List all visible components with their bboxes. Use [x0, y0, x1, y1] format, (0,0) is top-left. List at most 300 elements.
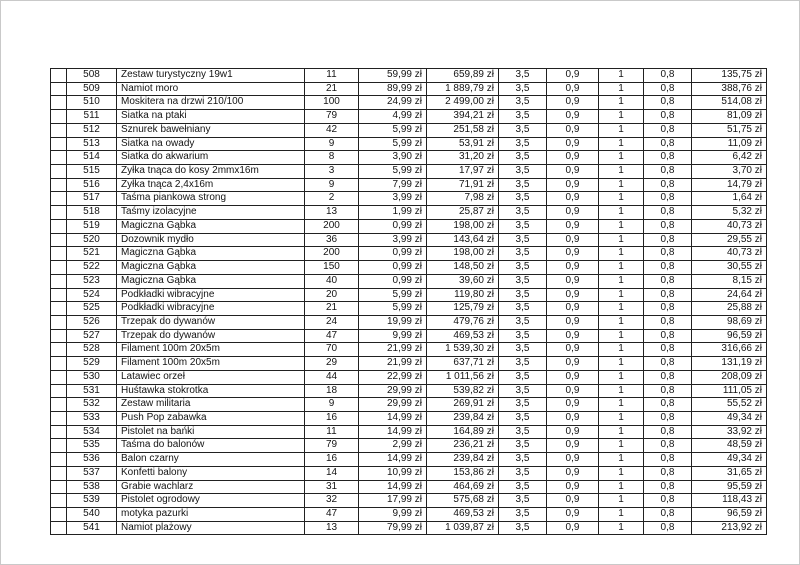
- row-spacer-cell: [51, 219, 67, 233]
- cell-id: 531: [67, 384, 117, 398]
- cell-unit-price: 14,99 zł: [359, 480, 427, 494]
- cell-factor-a: 3,5: [499, 508, 547, 522]
- cell-total-value: 1 011,56 zł: [427, 370, 499, 384]
- cell-quantity: 13: [305, 206, 359, 220]
- row-spacer-cell: [51, 151, 67, 165]
- cell-product-name: Magiczna Gąbka: [117, 219, 305, 233]
- cell-total-value: 119,80 zł: [427, 288, 499, 302]
- cell-factor-d: 0,8: [644, 480, 692, 494]
- cell-unit-price: 0,99 zł: [359, 261, 427, 275]
- table-row: [51, 192, 767, 206]
- row-spacer-cell: [51, 288, 67, 302]
- cell-factor-c: 1: [599, 411, 644, 425]
- row-spacer-cell: [51, 302, 67, 316]
- row-spacer-cell: [51, 165, 67, 179]
- cell-total-value: 236,21 zł: [427, 439, 499, 453]
- cell-unit-price: 7,99 zł: [359, 178, 427, 192]
- cell-total-value: 25,87 zł: [427, 206, 499, 220]
- cell-total-value: 2 499,00 zł: [427, 96, 499, 110]
- cell-id: 535: [67, 439, 117, 453]
- cell-factor-a: 3,5: [499, 151, 547, 165]
- cell-id: 509: [67, 82, 117, 96]
- cell-quantity: 36: [305, 233, 359, 247]
- cell-factor-a: 3,5: [499, 137, 547, 151]
- row-spacer-cell: [51, 247, 67, 261]
- cell-factor-a: 3,5: [499, 439, 547, 453]
- cell-unit-price: 89,99 zł: [359, 82, 427, 96]
- cell-factor-c: 1: [599, 453, 644, 467]
- cell-factor-c: 1: [599, 370, 644, 384]
- cell-factor-a: 3,5: [499, 521, 547, 535]
- cell-quantity: 11: [305, 69, 359, 83]
- cell-id: 536: [67, 453, 117, 467]
- cell-factor-a: 3,5: [499, 329, 547, 343]
- cell-factor-d: 0,8: [644, 329, 692, 343]
- table-row: [51, 370, 767, 384]
- cell-factor-d: 0,8: [644, 425, 692, 439]
- cell-id: 508: [67, 69, 117, 83]
- cell-factor-b: 0,9: [547, 69, 599, 83]
- cell-product-name: Zestaw turystyczny 19w1: [117, 69, 305, 83]
- cell-quantity: 150: [305, 261, 359, 275]
- row-spacer-cell: [51, 480, 67, 494]
- cell-id: 522: [67, 261, 117, 275]
- cell-factor-d: 0,8: [644, 192, 692, 206]
- cell-unit-price: 4,99 zł: [359, 110, 427, 124]
- cell-result-value: 24,64 zł: [692, 288, 767, 302]
- cell-factor-d: 0,8: [644, 233, 692, 247]
- cell-quantity: 200: [305, 219, 359, 233]
- cell-total-value: 153,86 zł: [427, 466, 499, 480]
- cell-unit-price: 59,99 zł: [359, 69, 427, 83]
- cell-factor-d: 0,8: [644, 178, 692, 192]
- cell-product-name: Żyłka tnąca 2,4x16m: [117, 178, 305, 192]
- cell-quantity: 18: [305, 384, 359, 398]
- cell-quantity: 2: [305, 192, 359, 206]
- cell-factor-a: 3,5: [499, 384, 547, 398]
- cell-factor-c: 1: [599, 494, 644, 508]
- cell-unit-price: 0,99 zł: [359, 219, 427, 233]
- cell-factor-b: 0,9: [547, 233, 599, 247]
- cell-total-value: 394,21 zł: [427, 110, 499, 124]
- cell-id: 517: [67, 192, 117, 206]
- cell-result-value: 96,59 zł: [692, 508, 767, 522]
- cell-factor-d: 0,8: [644, 82, 692, 96]
- cell-total-value: 164,89 zł: [427, 425, 499, 439]
- cell-id: 530: [67, 370, 117, 384]
- cell-unit-price: 14,99 zł: [359, 411, 427, 425]
- cell-factor-b: 0,9: [547, 343, 599, 357]
- cell-total-value: 469,53 zł: [427, 329, 499, 343]
- cell-factor-a: 3,5: [499, 274, 547, 288]
- table-row: [51, 274, 767, 288]
- cell-result-value: 111,05 zł: [692, 384, 767, 398]
- cell-id: 510: [67, 96, 117, 110]
- row-spacer-cell: [51, 370, 67, 384]
- row-spacer-cell: [51, 69, 67, 83]
- cell-factor-d: 0,8: [644, 165, 692, 179]
- cell-unit-price: 9,99 zł: [359, 508, 427, 522]
- row-spacer-cell: [51, 439, 67, 453]
- cell-result-value: 30,55 zł: [692, 261, 767, 275]
- cell-factor-a: 3,5: [499, 261, 547, 275]
- cell-factor-a: 3,5: [499, 219, 547, 233]
- cell-product-name: Namiot moro: [117, 82, 305, 96]
- cell-factor-d: 0,8: [644, 96, 692, 110]
- table-row: [51, 165, 767, 179]
- cell-factor-c: 1: [599, 466, 644, 480]
- cell-total-value: 269,91 zł: [427, 398, 499, 412]
- cell-factor-c: 1: [599, 480, 644, 494]
- cell-product-name: Latawiec orzeł: [117, 370, 305, 384]
- cell-quantity: 79: [305, 439, 359, 453]
- cell-factor-a: 3,5: [499, 206, 547, 220]
- cell-factor-a: 3,5: [499, 453, 547, 467]
- cell-total-value: 31,20 zł: [427, 151, 499, 165]
- cell-factor-d: 0,8: [644, 137, 692, 151]
- cell-factor-a: 3,5: [499, 411, 547, 425]
- cell-id: 512: [67, 123, 117, 137]
- cell-factor-b: 0,9: [547, 219, 599, 233]
- cell-factor-d: 0,8: [644, 439, 692, 453]
- cell-total-value: 464,69 zł: [427, 480, 499, 494]
- cell-factor-d: 0,8: [644, 274, 692, 288]
- table-row: [51, 494, 767, 508]
- cell-product-name: Pistolet na bańki: [117, 425, 305, 439]
- cell-product-name: Sznurek bawełniany: [117, 123, 305, 137]
- table-row: [51, 343, 767, 357]
- cell-total-value: 143,64 zł: [427, 233, 499, 247]
- cell-unit-price: 22,99 zł: [359, 370, 427, 384]
- cell-unit-price: 19,99 zł: [359, 315, 427, 329]
- cell-factor-b: 0,9: [547, 192, 599, 206]
- row-spacer-cell: [51, 137, 67, 151]
- cell-result-value: 33,92 zł: [692, 425, 767, 439]
- cell-total-value: 7,98 zł: [427, 192, 499, 206]
- cell-total-value: 198,00 zł: [427, 219, 499, 233]
- cell-factor-a: 3,5: [499, 165, 547, 179]
- cell-quantity: 21: [305, 82, 359, 96]
- cell-quantity: 79: [305, 110, 359, 124]
- cell-factor-b: 0,9: [547, 247, 599, 261]
- cell-result-value: 49,34 zł: [692, 411, 767, 425]
- cell-factor-d: 0,8: [644, 343, 692, 357]
- cell-factor-b: 0,9: [547, 302, 599, 316]
- cell-factor-b: 0,9: [547, 206, 599, 220]
- cell-factor-b: 0,9: [547, 521, 599, 535]
- cell-factor-d: 0,8: [644, 247, 692, 261]
- cell-product-name: Konfetti balony: [117, 466, 305, 480]
- table-row: [51, 411, 767, 425]
- cell-factor-b: 0,9: [547, 425, 599, 439]
- cell-factor-a: 3,5: [499, 494, 547, 508]
- row-spacer-cell: [51, 96, 67, 110]
- cell-factor-c: 1: [599, 178, 644, 192]
- cell-factor-d: 0,8: [644, 357, 692, 371]
- row-spacer-cell: [51, 82, 67, 96]
- cell-result-value: 118,43 zł: [692, 494, 767, 508]
- cell-id: 533: [67, 411, 117, 425]
- cell-factor-b: 0,9: [547, 165, 599, 179]
- row-spacer-cell: [51, 398, 67, 412]
- cell-unit-price: 5,99 zł: [359, 165, 427, 179]
- cell-factor-a: 3,5: [499, 425, 547, 439]
- cell-factor-a: 3,5: [499, 315, 547, 329]
- cell-product-name: Żyłka tnąca do kosy 2mmx16m: [117, 165, 305, 179]
- cell-factor-b: 0,9: [547, 110, 599, 124]
- cell-id: 541: [67, 521, 117, 535]
- cell-unit-price: 3,99 zł: [359, 233, 427, 247]
- cell-unit-price: 5,99 zł: [359, 288, 427, 302]
- cell-quantity: 24: [305, 315, 359, 329]
- cell-unit-price: 79,99 zł: [359, 521, 427, 535]
- cell-factor-b: 0,9: [547, 370, 599, 384]
- cell-factor-c: 1: [599, 165, 644, 179]
- table-row: [51, 219, 767, 233]
- cell-factor-a: 3,5: [499, 247, 547, 261]
- cell-unit-price: 14,99 zł: [359, 425, 427, 439]
- cell-factor-a: 3,5: [499, 123, 547, 137]
- cell-quantity: 40: [305, 274, 359, 288]
- cell-id: 514: [67, 151, 117, 165]
- cell-result-value: 81,09 zł: [692, 110, 767, 124]
- cell-quantity: 16: [305, 411, 359, 425]
- cell-unit-price: 5,99 zł: [359, 137, 427, 151]
- cell-factor-b: 0,9: [547, 151, 599, 165]
- cell-id: 532: [67, 398, 117, 412]
- cell-id: 525: [67, 302, 117, 316]
- cell-factor-b: 0,9: [547, 439, 599, 453]
- cell-product-name: Dozownik mydło: [117, 233, 305, 247]
- cell-factor-c: 1: [599, 343, 644, 357]
- cell-factor-d: 0,8: [644, 315, 692, 329]
- row-spacer-cell: [51, 508, 67, 522]
- row-spacer-cell: [51, 425, 67, 439]
- cell-factor-a: 3,5: [499, 398, 547, 412]
- cell-quantity: 9: [305, 178, 359, 192]
- cell-result-value: 131,19 zł: [692, 357, 767, 371]
- cell-id: 516: [67, 178, 117, 192]
- cell-factor-c: 1: [599, 398, 644, 412]
- cell-product-name: Trzepak do dywanów: [117, 315, 305, 329]
- cell-factor-b: 0,9: [547, 315, 599, 329]
- cell-result-value: 40,73 zł: [692, 247, 767, 261]
- cell-unit-price: 29,99 zł: [359, 398, 427, 412]
- cell-factor-b: 0,9: [547, 411, 599, 425]
- cell-id: 518: [67, 206, 117, 220]
- cell-product-name: Moskitera na drzwi 210/100: [117, 96, 305, 110]
- cell-id: 519: [67, 219, 117, 233]
- row-spacer-cell: [51, 233, 67, 247]
- product-table: [50, 68, 767, 535]
- cell-unit-price: 2,99 zł: [359, 439, 427, 453]
- cell-factor-c: 1: [599, 425, 644, 439]
- cell-product-name: Pistolet ogrodowy: [117, 494, 305, 508]
- cell-factor-d: 0,8: [644, 466, 692, 480]
- cell-factor-b: 0,9: [547, 480, 599, 494]
- table-row: [51, 261, 767, 275]
- cell-id: 520: [67, 233, 117, 247]
- cell-factor-a: 3,5: [499, 370, 547, 384]
- row-spacer-cell: [51, 274, 67, 288]
- cell-product-name: Balon czarny: [117, 453, 305, 467]
- cell-product-name: Zestaw militaria: [117, 398, 305, 412]
- cell-factor-d: 0,8: [644, 453, 692, 467]
- cell-total-value: 71,91 zł: [427, 178, 499, 192]
- cell-factor-b: 0,9: [547, 261, 599, 275]
- cell-factor-d: 0,8: [644, 110, 692, 124]
- table-row: [51, 398, 767, 412]
- cell-product-name: Filament 100m 20x5m: [117, 357, 305, 371]
- row-spacer-cell: [51, 466, 67, 480]
- cell-factor-d: 0,8: [644, 398, 692, 412]
- product-table-body: [51, 69, 767, 535]
- cell-factor-a: 3,5: [499, 82, 547, 96]
- cell-unit-price: 3,90 zł: [359, 151, 427, 165]
- cell-id: 524: [67, 288, 117, 302]
- cell-factor-b: 0,9: [547, 137, 599, 151]
- table-row: [51, 480, 767, 494]
- cell-product-name: Taśmy izolacyjne: [117, 206, 305, 220]
- cell-result-value: 51,75 zł: [692, 123, 767, 137]
- cell-factor-a: 3,5: [499, 302, 547, 316]
- cell-factor-c: 1: [599, 315, 644, 329]
- cell-factor-b: 0,9: [547, 288, 599, 302]
- cell-factor-d: 0,8: [644, 219, 692, 233]
- cell-result-value: 14,79 zł: [692, 178, 767, 192]
- cell-product-name: Namiot plażowy: [117, 521, 305, 535]
- cell-id: 523: [67, 274, 117, 288]
- cell-unit-price: 5,99 zł: [359, 123, 427, 137]
- table-row: [51, 151, 767, 165]
- table-row: [51, 425, 767, 439]
- cell-unit-price: 10,99 zł: [359, 466, 427, 480]
- cell-total-value: 239,84 zł: [427, 411, 499, 425]
- cell-product-name: Magiczna Gąbka: [117, 261, 305, 275]
- row-spacer-cell: [51, 315, 67, 329]
- cell-product-name: Podkładki wibracyjne: [117, 288, 305, 302]
- cell-total-value: 148,50 zł: [427, 261, 499, 275]
- cell-total-value: 469,53 zł: [427, 508, 499, 522]
- cell-unit-price: 21,99 zł: [359, 357, 427, 371]
- cell-factor-d: 0,8: [644, 261, 692, 275]
- cell-factor-c: 1: [599, 219, 644, 233]
- cell-id: 526: [67, 315, 117, 329]
- cell-total-value: 198,00 zł: [427, 247, 499, 261]
- cell-total-value: 659,89 zł: [427, 69, 499, 83]
- cell-unit-price: 0,99 zł: [359, 274, 427, 288]
- row-spacer-cell: [51, 453, 67, 467]
- cell-total-value: 53,91 zł: [427, 137, 499, 151]
- cell-product-name: Siatka do akwarium: [117, 151, 305, 165]
- cell-factor-c: 1: [599, 357, 644, 371]
- cell-result-value: 8,15 zł: [692, 274, 767, 288]
- cell-quantity: 44: [305, 370, 359, 384]
- cell-product-name: Siatka na ptaki: [117, 110, 305, 124]
- cell-id: 529: [67, 357, 117, 371]
- cell-factor-c: 1: [599, 206, 644, 220]
- cell-product-name: motyka pazurki: [117, 508, 305, 522]
- cell-factor-d: 0,8: [644, 494, 692, 508]
- cell-factor-b: 0,9: [547, 384, 599, 398]
- cell-factor-c: 1: [599, 329, 644, 343]
- cell-result-value: 31,65 zł: [692, 466, 767, 480]
- cell-product-name: Taśma do balonów: [117, 439, 305, 453]
- cell-product-name: Huśtawka stokrotka: [117, 384, 305, 398]
- cell-result-value: 98,69 zł: [692, 315, 767, 329]
- cell-factor-d: 0,8: [644, 123, 692, 137]
- cell-total-value: 125,79 zł: [427, 302, 499, 316]
- cell-quantity: 3: [305, 165, 359, 179]
- cell-quantity: 11: [305, 425, 359, 439]
- cell-factor-b: 0,9: [547, 494, 599, 508]
- cell-factor-c: 1: [599, 508, 644, 522]
- cell-factor-c: 1: [599, 123, 644, 137]
- cell-result-value: 25,88 zł: [692, 302, 767, 316]
- cell-unit-price: 14,99 zł: [359, 453, 427, 467]
- table-row: [51, 178, 767, 192]
- cell-quantity: 200: [305, 247, 359, 261]
- cell-factor-c: 1: [599, 151, 644, 165]
- cell-product-name: Magiczna Gąbka: [117, 247, 305, 261]
- cell-total-value: 575,68 zł: [427, 494, 499, 508]
- cell-factor-c: 1: [599, 247, 644, 261]
- cell-factor-b: 0,9: [547, 453, 599, 467]
- cell-result-value: 3,70 zł: [692, 165, 767, 179]
- cell-quantity: 100: [305, 96, 359, 110]
- cell-product-name: Podkładki wibracyjne: [117, 302, 305, 316]
- cell-total-value: 479,76 zł: [427, 315, 499, 329]
- cell-unit-price: 21,99 zł: [359, 343, 427, 357]
- cell-result-value: 96,59 zł: [692, 329, 767, 343]
- cell-product-name: Taśma piankowa strong: [117, 192, 305, 206]
- cell-total-value: 1 039,87 zł: [427, 521, 499, 535]
- cell-factor-c: 1: [599, 192, 644, 206]
- cell-factor-c: 1: [599, 288, 644, 302]
- cell-factor-a: 3,5: [499, 466, 547, 480]
- cell-quantity: 70: [305, 343, 359, 357]
- cell-unit-price: 9,99 zł: [359, 329, 427, 343]
- cell-quantity: 32: [305, 494, 359, 508]
- cell-id: 513: [67, 137, 117, 151]
- cell-result-value: 388,76 zł: [692, 82, 767, 96]
- table-row: [51, 384, 767, 398]
- table-row: [51, 206, 767, 220]
- cell-result-value: 55,52 zł: [692, 398, 767, 412]
- table-row: [51, 302, 767, 316]
- cell-quantity: 14: [305, 466, 359, 480]
- cell-factor-d: 0,8: [644, 302, 692, 316]
- cell-factor-a: 3,5: [499, 480, 547, 494]
- cell-factor-b: 0,9: [547, 357, 599, 371]
- cell-result-value: 40,73 zł: [692, 219, 767, 233]
- cell-factor-b: 0,9: [547, 274, 599, 288]
- row-spacer-cell: [51, 494, 67, 508]
- table-row: [51, 123, 767, 137]
- table-row: [51, 315, 767, 329]
- table-row: [51, 329, 767, 343]
- cell-result-value: 49,34 zł: [692, 453, 767, 467]
- cell-product-name: Push Pop zabawka: [117, 411, 305, 425]
- cell-factor-c: 1: [599, 110, 644, 124]
- cell-factor-a: 3,5: [499, 69, 547, 83]
- cell-factor-b: 0,9: [547, 329, 599, 343]
- cell-factor-b: 0,9: [547, 96, 599, 110]
- cell-factor-a: 3,5: [499, 192, 547, 206]
- row-spacer-cell: [51, 206, 67, 220]
- cell-unit-price: 29,99 zł: [359, 384, 427, 398]
- cell-result-value: 1,64 zł: [692, 192, 767, 206]
